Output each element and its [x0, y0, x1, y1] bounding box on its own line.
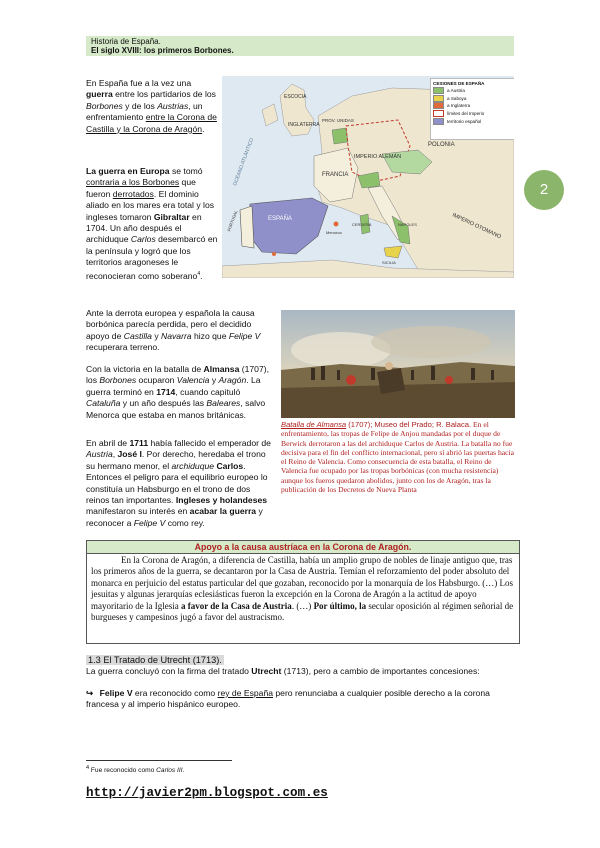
- legend-title: CESIONES DE ESPAÑA: [433, 81, 485, 86]
- menorca-dot: [334, 222, 339, 227]
- legend-swatch: [433, 110, 444, 117]
- legend-item: territorio español: [431, 117, 514, 125]
- portugal-shape: [240, 206, 254, 248]
- header-bar: [86, 36, 514, 56]
- painting-title-link[interactable]: Batalla de Almansa: [281, 420, 347, 429]
- label-oceano: OCÉANO ATLÁNTICO: [232, 137, 256, 187]
- netherlands-austria-shape: [332, 128, 348, 144]
- label-imperio-aleman: IMPERIO ALEMÁN: [354, 154, 402, 160]
- gibraltar-dot: [272, 252, 276, 256]
- painting-svg: [281, 310, 515, 418]
- label-prov-unidas: PROV. UNIDAS: [322, 118, 354, 123]
- derrota-paragraph: Ante la derrota europea y española la causa borbónica parecía perdida, pero el decidido apoyo de Castilla y Navarra hizo que Felipe V recuperara terreno.: [86, 308, 261, 353]
- legend-item: a Inglaterra: [431, 102, 514, 110]
- legend-item: límites del Imperio: [431, 110, 514, 118]
- almansa-paragraph: Con la victoria en la batalla de Almansa (1707), los Borbones ocuparon Valencia y Aragón. La guerra terminó en 1714, cuando capituló Cataluña y un año después las Baleares, salvo Menorca que estaba en manos británicas.: [86, 364, 269, 420]
- box-body: En la Corona de Aragón, a diferencia de Castilla, había un amplio grupo de nobles de linaje antiguo que, tras los primeros años de la guerra, se decantaron por la Casa de Austria. Temían el reforzamiento del poder absoluto del monarca en perjuicio del estatus particular del que gozaban, reconocido por la monarquía de los Habsburgo. (…) Los jesuitas y algunas jerarquías eclesiásticas fueron la excepción en la Corona de Aragón a la actitud de apoyo mayoritario de la Iglesia a favor de la Casa de Austria. (…) Por último, la secular oposición al régimen señorial de burgueses y campesinos jugó a favor del austracismo.: [91, 555, 514, 623]
- section-heading-utrecht: 1.3 El Tratado de Utrecht (1713).: [88, 655, 222, 665]
- label-espana: ESPAÑA: [268, 216, 292, 222]
- legend-swatch: [433, 87, 444, 94]
- abril-paragraph: En abril de 1711 había fallecido el emperador de Austria, José I. Por derecho, heredaba el trono su hermano menor, el archiduque Carlos. Entonces el peligro para el equilibrio europeo lo constituía un Habsburgo en el trono de dos reinos tan importantes. Ingleses y holandeses manifestaron su interés en acabar la guerra y reconocer a Felipe V como rey.: [86, 438, 271, 528]
- arrow-bullet-icon: ↪: [86, 688, 94, 698]
- label-escocia: ESCOCIA: [284, 94, 307, 100]
- label-napoles: NÁPOLES: [398, 222, 417, 227]
- blog-url-link[interactable]: http://javier2pm.blogspot.com.es: [86, 786, 328, 800]
- utrecht-paragraph: La guerra concluyó con la firma del tratado Utrecht (1713), pero a cambio de importantes concesiones:: [86, 666, 480, 676]
- box-title: Apoyo a la causa austríaca en la Corona de Aragón.: [87, 541, 519, 554]
- label-francia: FRANCIA: [322, 172, 349, 178]
- label-portugal: PORTUGAL: [226, 209, 239, 232]
- footnote: $^4$ Fue reconocido como Carlos III.: [86, 765, 185, 775]
- label-sicilia: SICILIA: [382, 260, 396, 265]
- europe-paragraph: La guerra en Europa se tomó contraria a los Borbones que fueron derrotados. El dominio aliado en los mares era total y los ingleses tomaron Gibraltar en 1704. Un año después el archiduque Carlos desembarcó en la península y logró que los territorios aragoneses le reconocieran como soberano$^4$.: [86, 166, 218, 281]
- austracismo-box: [86, 540, 520, 644]
- europe-map: [222, 76, 514, 278]
- header-title: El siglo XVIII: los primeros Borbones.: [91, 46, 234, 55]
- intro-paragraph: En España fue a la vez una guerra entre los partidarios de los Borbones y de los Austrias, un enfrentamiento entre la Corona de Castilla y la Corona de Aragón.: [86, 78, 217, 134]
- battle-of-almansa-painting: [281, 310, 515, 418]
- legend-item: a Austria: [431, 87, 514, 95]
- painting-caption: Batalla de Almansa (1707); Museo del Prado; R. Balaca. En el enfrentamiento, las tropas de Felipe de Anjou mandadas por el duque de Berwick derrotaron a las del archiduque Carlos de Austria. La batalla no fue decisiva para el fin del conflicto internacional, pero sí abrió las puertas hacia el Reino de Valencia. Como consecuencia de esta batalla, el Reino de Valencia fue ocupado por las tropas borbónicas (con mucha resistencia) aunque los fueros quedaron abolidos, junto con los de Aragón, tras la publicación de los Decretos de Nueva Planta: [281, 420, 514, 495]
- legend-swatch: [433, 118, 444, 125]
- castilla-aragon-link[interactable]: entre la Corona de Castilla y la Corona de Aragón: [86, 112, 217, 134]
- label-menorca: Menorca: [326, 230, 342, 235]
- utrecht-bullet: ↪ Felipe V era reconocido como rey de España pero renunciaba a cualquier posible derecho a la corona francesa y al imperio hispánico europeo.: [86, 688, 490, 710]
- map-legend: [430, 78, 514, 140]
- legend-swatch: [433, 102, 444, 109]
- label-polonia: POLONIA: [428, 142, 455, 148]
- legend-item: a Saboya: [431, 95, 514, 103]
- page-number-badge: 2: [524, 170, 564, 210]
- label-inglaterra: INGLATERRA: [288, 122, 320, 128]
- header-subject: Historia de España.: [91, 37, 161, 46]
- legend-swatch: [433, 95, 444, 102]
- footnote-divider: [86, 760, 232, 761]
- label-imperio-otomano: IMPERIO OTOMANO: [451, 212, 502, 241]
- label-cerdena: CERDEÑA: [352, 222, 372, 227]
